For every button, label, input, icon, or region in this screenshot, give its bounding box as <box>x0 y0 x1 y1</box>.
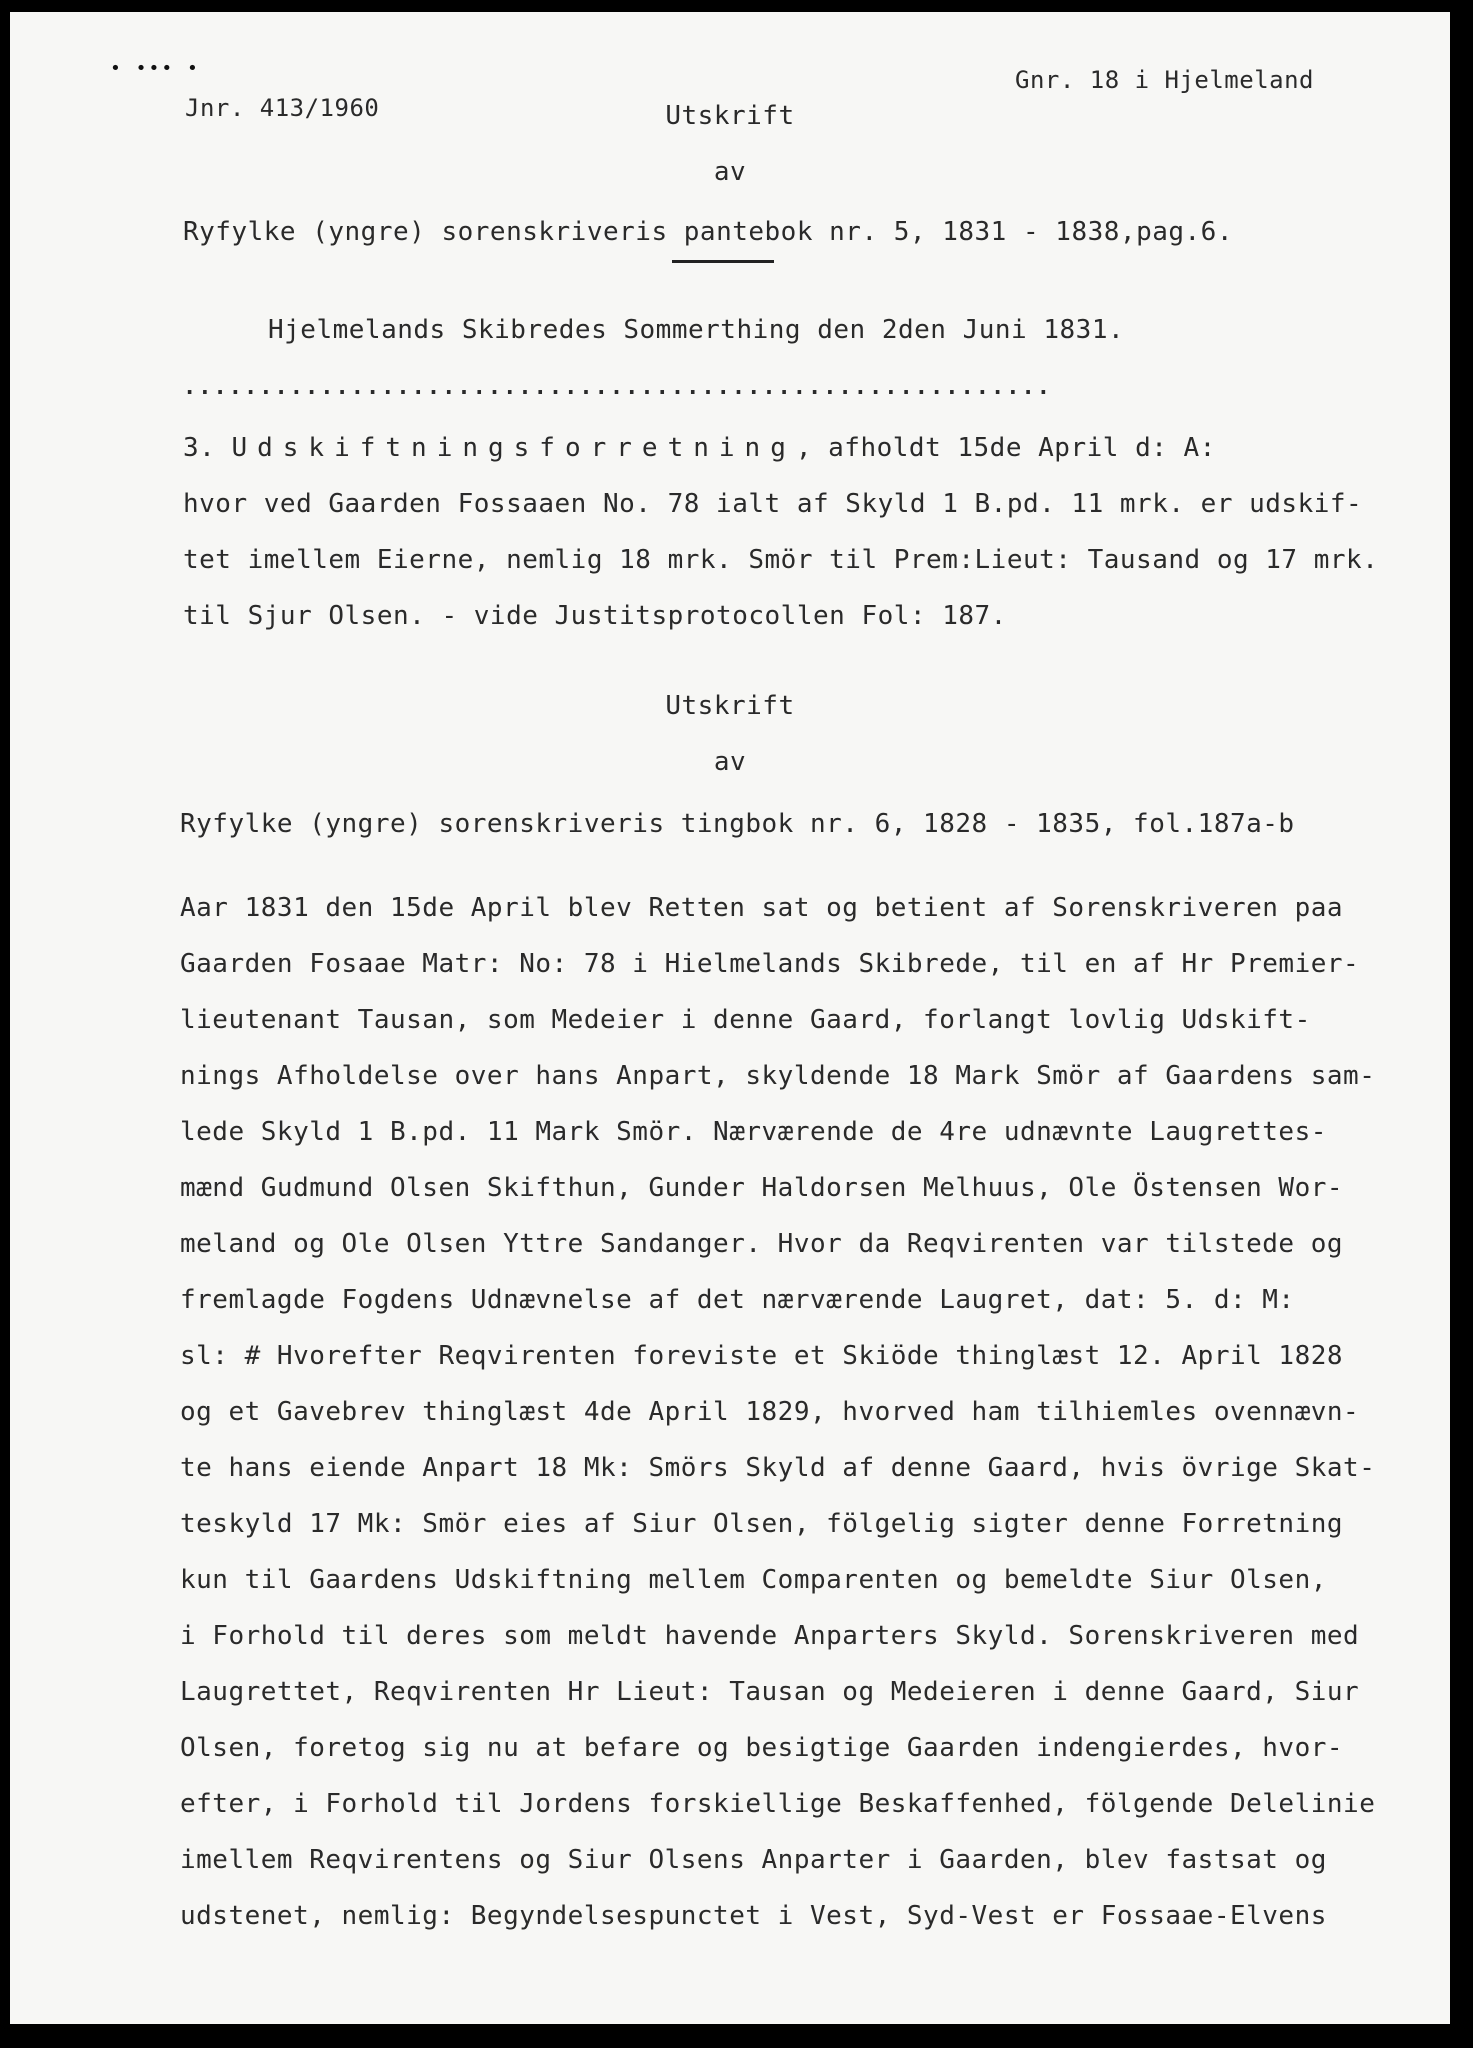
entry-line: tet imellem Eierne, nemlig 18 mrk. Smör til Prem:Lieut: Tausand og 17 mrk. <box>183 545 1379 575</box>
section1-av: av <box>713 157 747 187</box>
body-line: lieutenant Tausan, som Medeier i denne Gaard, forlangt lovlig Udskift- <box>180 1005 1311 1035</box>
source-underlined: pantebok <box>683 217 813 247</box>
session-heading: Hjelmelands Skibredes Sommerthing den 2den Juni 1831. <box>268 315 1125 345</box>
body-line: teskyld 17 Mk: Smör eies af Siur Olsen, fölgelig sigter denne Forretning <box>180 1509 1344 1539</box>
body-line: efter, i Forhold til Jordens forskiellige Beskaffenhed, fölgende Delelinie <box>180 1789 1376 1819</box>
entry-number: 3. <box>183 433 232 463</box>
body-line: kun til Gaardens Udskiftning mellem Comparenten og bemeldte Siur Olsen, <box>180 1565 1327 1595</box>
section2-av: av <box>713 747 747 777</box>
body-line: meland og Ole Olsen Yttre Sandanger. Hvor da Reqvirenten var tilstede og <box>180 1229 1344 1259</box>
body-line: Olsen, foretog sig nu at befare og besigtige Gaarden indengierdes, hvor- <box>180 1733 1344 1763</box>
entry-line: hvor ved Gaarden Fossaaen No. 78 ialt af Skyld 1 B.pd. 11 mrk. er udskif- <box>183 489 1363 519</box>
source-prefix: Ryfylke (yngre) sorenskriveris <box>183 217 684 247</box>
body-line: Gaarden Fosaae Matr: No: 78 i Hielmelands Skibrede, til en af Hr Premier- <box>180 949 1360 979</box>
body-line: nings Afholdelse over hans Anpart, skyldende 18 Mark Smör af Gaardens sam- <box>180 1061 1376 1091</box>
section2-title: Utskrift <box>665 691 795 721</box>
section1-title: Utskrift <box>665 101 795 131</box>
body-line: Laugrettet, Reqvirenten Hr Lieut: Tausan og Medeieren i denne Gaard, Siur <box>180 1677 1360 1707</box>
underline-mark <box>672 260 774 263</box>
source-suffix: nr. 5, 1831 - 1838,pag.6. <box>813 217 1233 247</box>
entry-line: til Sjur Olsen. - vide Justitsprotocollen Fol: 187. <box>183 601 1007 631</box>
corner-marks: • ••• • <box>110 58 200 79</box>
section2-source: Ryfylke (yngre) sorenskriveris tingbok nr. 6, 1828 - 1835, fol.187a-b <box>180 809 1295 839</box>
body-line: udstenet, nemlig: Begyndelsespunctet i Vest, Syd-Vest er Fossaae-Elvens <box>180 1901 1327 1931</box>
document-page <box>10 12 1450 2024</box>
body-line: te hans eiende Anpart 18 Mk: Smörs Skyld af denne Gaard, hvis övrige Skat- <box>180 1453 1376 1483</box>
dotted-separator: ························································· <box>183 381 1052 406</box>
section1-entry <box>183 420 1450 644</box>
body-line: fremlagde Fogdens Udnævnelse af det nærværende Laugret, dat: 5. d: M: <box>180 1285 1295 1315</box>
body-line: og et Gavebrev thinglæst 4de April 1829, hvorved ham tilhiemles ovennævn- <box>180 1397 1360 1427</box>
body-line: sl: # Hvorefter Reqvirenten foreviste et Skiöde thinglæst 12. April 1828 <box>180 1341 1344 1371</box>
body-line: i Forhold til deres som meldt havende Anparters Skyld. Sorenskriveren med <box>180 1621 1360 1651</box>
body-line: lede Skyld 1 B.pd. 11 Mark Smör. Nærværende de 4re udnævnte Laugrettes- <box>180 1117 1327 1147</box>
gnr-reference: Gnr. 18 i Hjelmeland <box>1015 66 1314 94</box>
entry-spaced-word: Udskiftningsforretning <box>231 433 796 463</box>
section2-body <box>180 880 1450 1944</box>
body-line: imellem Reqvirentens og Siur Olsens Anparter i Gaarden, blev fastsat og <box>180 1845 1327 1875</box>
entry-line <box>183 420 1450 476</box>
journal-number: Jnr. 413/1960 <box>185 94 380 122</box>
body-line: mænd Gudmund Olsen Skifthun, Gunder Haldorsen Melhuus, Ole Östensen Wor- <box>180 1173 1344 1203</box>
body-line: Aar 1831 den 15de April blev Retten sat og betient af Sorenskriveren paa <box>180 893 1344 923</box>
section1-source <box>183 216 1233 248</box>
entry-suffix: , afholdt 15de April d: A: <box>795 433 1216 463</box>
